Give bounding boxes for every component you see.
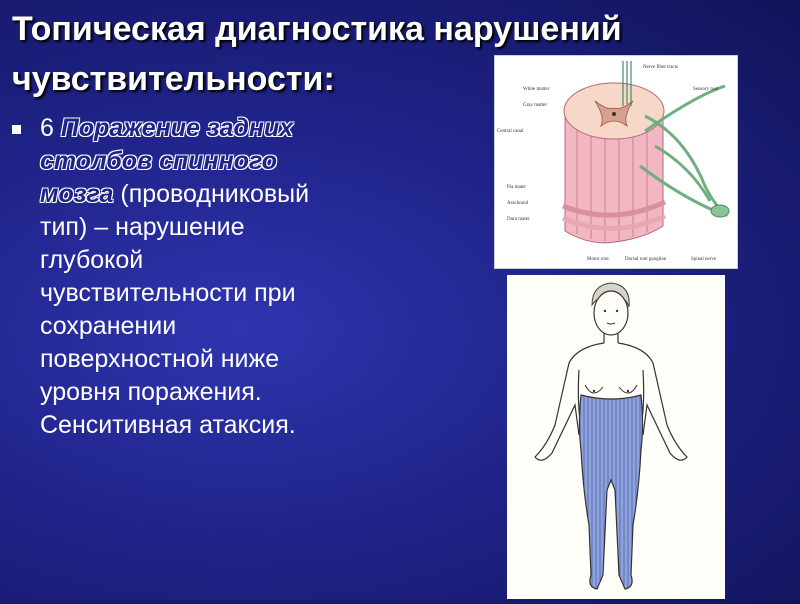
- label-white-matter: White matter: [523, 87, 550, 92]
- spinal-cord-diagram: [494, 55, 738, 269]
- label-pia-mater: Pia mater: [507, 185, 527, 190]
- label-arachnoid: Arachnoid: [507, 201, 529, 206]
- label-motor-root: Motor root: [587, 257, 609, 262]
- bullet-item: [12, 112, 352, 442]
- label-dura-mater: Dura mater: [507, 217, 530, 222]
- label-dorsal-root-ganglion: Dorsal root ganglion: [625, 257, 667, 262]
- label-gray-matter: Gray matter: [523, 103, 548, 108]
- label-nerve-fiber-tracts: Nerve fiber tracts: [643, 65, 678, 70]
- bullet-paren-text: (проводниковый тип: [40, 180, 310, 241]
- bullet-body-text: ) – нарушение глубокой чувствительности при сохранении поверхностной ниже уровня поражения. Сенситивная атаксия.: [40, 213, 296, 439]
- label-central-canal: Central canal: [497, 129, 524, 134]
- slide-title: Топическая диагностика нарушений чувствительности:: [12, 10, 622, 98]
- bullet-text: [40, 112, 352, 442]
- bullet-italic-heading: Поражение задних столбов спинного мозга: [40, 114, 294, 208]
- body-sensory-map: [507, 275, 725, 599]
- label-sensory-root: Sensory root: [693, 87, 719, 92]
- spinal-cord-illustration: [495, 56, 737, 268]
- bullet-square-icon: [12, 125, 21, 134]
- body-outline-illustration: [507, 275, 725, 599]
- bullet-number: 6: [40, 114, 61, 142]
- label-spinal-nerve: Spinal nerve: [691, 257, 717, 262]
